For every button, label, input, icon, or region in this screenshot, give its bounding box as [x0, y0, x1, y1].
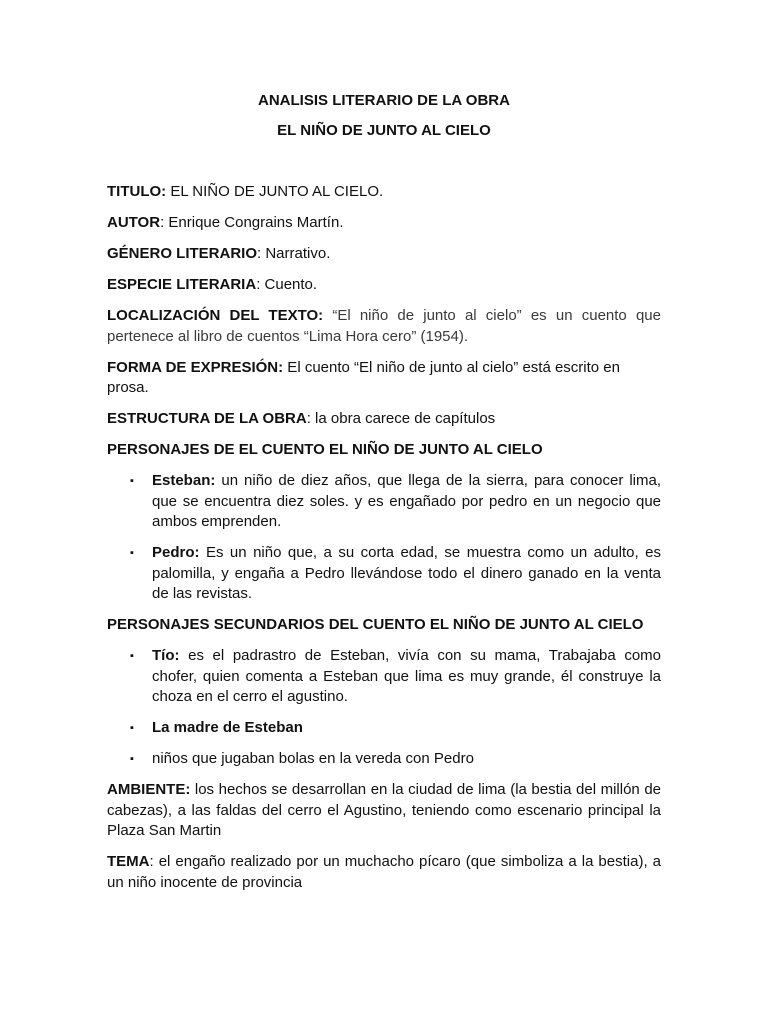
personajes-list — [107, 471, 661, 605]
field-localizacion — [107, 306, 661, 347]
field-titulo — [107, 182, 661, 203]
section-heading-secundarios — [107, 615, 661, 636]
bullet-icon: ▪ — [130, 547, 134, 559]
field-label: ESPECIE LITERARIA — [107, 276, 257, 293]
character-description: un niño de diez años, que llega de la sierra, para conocer lima, que se encuentra diez soles. y es engañado por pedro en un negocio que ambos emprenden. — [152, 472, 661, 530]
bullet-icon: ▪ — [130, 650, 134, 662]
document-body — [107, 182, 661, 904]
field-value: : el engaño realizado por un muchacho pícaro (que simboliza a la bestia), a un niño inocente de provincia — [107, 853, 661, 891]
field-genero — [107, 244, 661, 265]
document-subtitle: EL NIÑO DE JUNTO AL CIELO — [277, 122, 491, 139]
field-label: TEMA — [107, 853, 150, 870]
field-autor — [107, 213, 661, 234]
field-value: : Cuento. — [256, 276, 318, 293]
list-item — [107, 471, 661, 533]
field-especie — [107, 275, 661, 296]
field-label: FORMA DE EXPRESIÓN: — [107, 358, 284, 376]
bullet-icon: ▪ — [130, 753, 134, 765]
section-heading-personajes — [107, 440, 661, 461]
bullet-icon: ▪ — [130, 475, 134, 487]
field-label: TITULO: — [107, 183, 167, 200]
field-value: El cuento “El niño de junto al cielo” está escrito en prosa. — [107, 358, 620, 396]
field-value: los hechos se desarrollan en la ciudad de lima (la bestia del millón de cabezas), a las faldas del cerro el Agustino, teniendo como escenario principal la Plaza San Martin — [107, 781, 661, 839]
character-name: La madre de Esteban — [152, 719, 303, 736]
field-label: GÉNERO LITERARIO — [107, 245, 258, 262]
bullet-icon: ▪ — [130, 722, 134, 734]
heading-text: PERSONAJES DE EL CUENTO EL NIÑO DE JUNTO AL CIELO — [107, 441, 543, 458]
field-ambiente — [107, 780, 661, 842]
field-value: : la obra carece de capítulos — [306, 410, 496, 427]
character-description: Es un niño que, a su corta edad, se muestra como un adulto, es palomilla, y engaña a Pedro llevándose todo el dinero ganado en la venta de las revistas. — [152, 544, 661, 602]
list-item — [107, 718, 661, 739]
list-item — [107, 646, 661, 708]
field-tema — [107, 852, 661, 893]
field-value: “El niño de junto al cielo” es un cuento que pertenece al libro de cuentos “Lima Hora cero” (1954). — [107, 307, 661, 345]
character-description: es el padrastro de Esteban, vivía con su mama, Trabajaba como chofer, quien comenta a Esteban que lima es muy grande, él construye la choza en el cerro el agustino. — [152, 647, 661, 705]
list-item — [107, 749, 661, 770]
document-title: ANALISIS LITERARIO DE LA OBRA — [258, 92, 510, 109]
character-name: Pedro: — [152, 544, 200, 561]
field-value: : Enrique Congrains Martín. — [160, 214, 344, 231]
character-name: Tío: — [152, 647, 180, 664]
character-name: Esteban: — [152, 472, 216, 489]
secundarios-list — [107, 646, 661, 770]
field-label: LOCALIZACIÓN DEL TEXTO: — [107, 307, 324, 324]
field-label: ESTRUCTURA DE LA OBRA — [107, 410, 307, 427]
field-label: AUTOR — [107, 214, 161, 231]
field-value: : Narrativo. — [257, 245, 331, 262]
field-label: AMBIENTE: — [107, 781, 191, 798]
heading-text: PERSONAJES SECUNDARIOS DEL CUENTO EL NIÑO DE JUNTO AL CIELO — [107, 616, 644, 633]
list-item — [107, 543, 661, 605]
field-estructura — [107, 409, 661, 430]
field-value: EL NIÑO DE JUNTO AL CIELO. — [166, 183, 384, 200]
character-description: niños que jugaban bolas en la vereda con Pedro — [152, 750, 474, 767]
field-forma — [107, 358, 661, 399]
